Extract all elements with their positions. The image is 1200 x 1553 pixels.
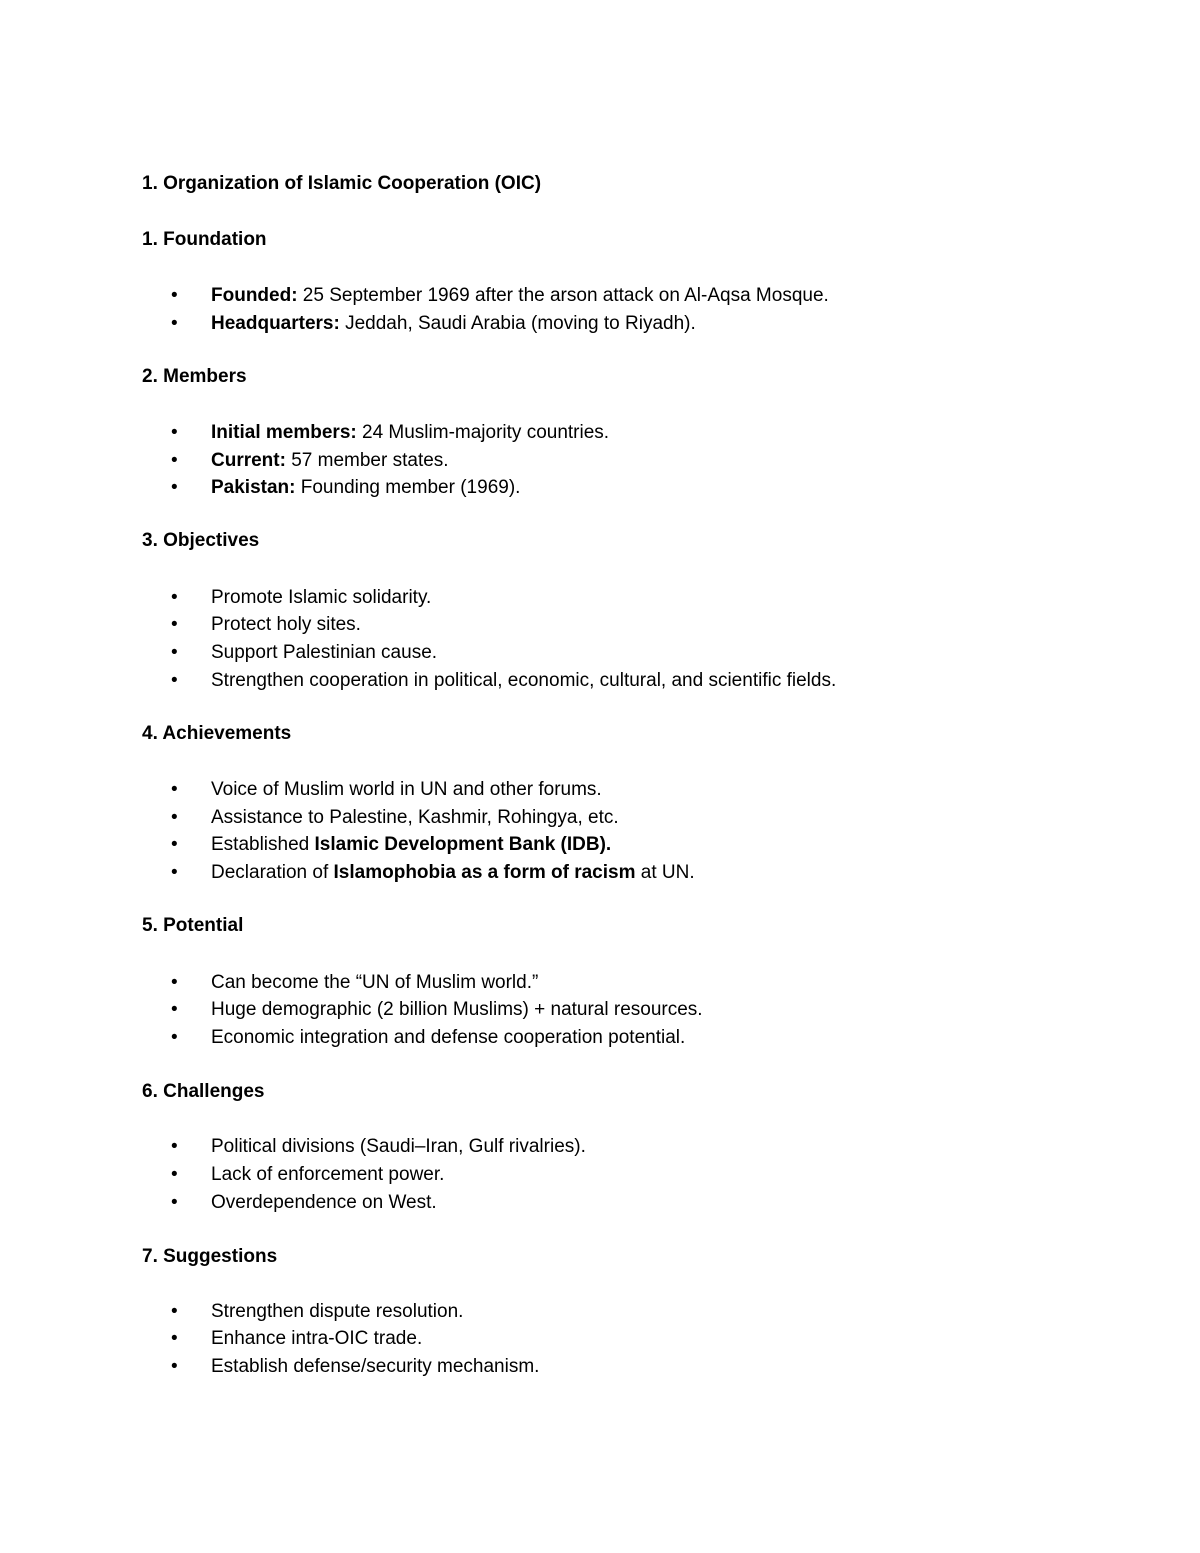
document-title: 1. Organization of Islamic Cooperation (OIC) — [142, 173, 542, 194]
list-item: Huge demographic (2 billion Muslims) + natural resources. — [211, 999, 703, 1020]
item-text: Jeddah, Saudi Arabia (moving to Riyadh). — [339, 313, 696, 334]
bullet-icon: • — [171, 450, 178, 471]
list-item: Promote Islamic solidarity. — [211, 587, 432, 608]
item-emphasis: Islamophobia as a form of racism — [333, 862, 636, 883]
bullet-icon: • — [171, 999, 178, 1020]
section-heading-challenges: 6. Challenges — [142, 1081, 265, 1102]
bullet-icon: • — [171, 1192, 178, 1213]
item-text: 24 Muslim-majority countries. — [356, 422, 610, 443]
bullet-icon: • — [171, 807, 178, 828]
list-item: Enhance intra-OIC trade. — [211, 1328, 423, 1349]
list-item — [211, 861, 695, 885]
item-text: 25 September 1969 after the arson attack on Al-Aqsa Mosque. — [297, 285, 829, 306]
item-label: Pakistan: — [211, 477, 296, 498]
bullet-icon: • — [171, 1136, 178, 1157]
list-item: Economic integration and defense cooperation potential. — [211, 1027, 686, 1048]
bullet-icon: • — [171, 1164, 178, 1185]
list-item — [211, 421, 609, 445]
list-item — [211, 449, 449, 473]
bullet-icon: • — [171, 972, 178, 993]
list-item — [211, 284, 829, 308]
section-heading-foundation: 1. Foundation — [142, 229, 267, 250]
list-item: Political divisions (Saudi–Iran, Gulf rivalries). — [211, 1136, 586, 1157]
section-heading-potential: 5. Potential — [142, 915, 244, 936]
list-item — [211, 833, 611, 857]
bullet-icon: • — [171, 1027, 178, 1048]
list-item: Overdependence on West. — [211, 1192, 437, 1213]
list-item: Support Palestinian cause. — [211, 642, 438, 663]
bullet-icon: • — [171, 477, 178, 498]
item-label: Founded: — [211, 285, 298, 306]
list-item — [211, 476, 520, 500]
item-text: 57 member states. — [285, 450, 449, 471]
bullet-icon: • — [171, 862, 178, 883]
item-label: Headquarters: — [211, 313, 340, 334]
section-heading-members: 2. Members — [142, 366, 247, 387]
list-item: Establish defense/security mechanism. — [211, 1356, 540, 1377]
list-item: Can become the “UN of Muslim world.” — [211, 972, 539, 993]
list-item: Strengthen cooperation in political, economic, cultural, and scientific fields. — [211, 670, 837, 691]
item-text: Founding member (1969). — [295, 477, 521, 498]
list-item: Voice of Muslim world in UN and other forums. — [211, 779, 602, 800]
bullet-icon: • — [171, 642, 178, 663]
section-heading-achievements: 4. Achievements — [142, 723, 292, 744]
bullet-icon: • — [171, 614, 178, 635]
item-text: Established — [211, 834, 315, 855]
section-heading-objectives: 3. Objectives — [142, 530, 260, 551]
bullet-icon: • — [171, 779, 178, 800]
list-item: Protect holy sites. — [211, 614, 361, 635]
bullet-icon: • — [171, 670, 178, 691]
bullet-icon: • — [171, 587, 178, 608]
bullet-icon: • — [171, 834, 178, 855]
list-item: Strengthen dispute resolution. — [211, 1301, 464, 1322]
section-heading-suggestions: 7. Suggestions — [142, 1246, 278, 1267]
bullet-icon: • — [171, 1301, 178, 1322]
bullet-icon: • — [171, 313, 178, 334]
item-label: Initial members: — [211, 422, 357, 443]
list-item: Lack of enforcement power. — [211, 1164, 445, 1185]
item-text: at UN. — [635, 862, 695, 883]
bullet-icon: • — [171, 285, 178, 306]
bullet-icon: • — [171, 1328, 178, 1349]
item-label: Current: — [211, 450, 286, 471]
list-item: Assistance to Palestine, Kashmir, Rohingya, etc. — [211, 807, 619, 828]
item-text: Declaration of — [211, 862, 334, 883]
bullet-icon: • — [171, 1356, 178, 1377]
list-item — [211, 312, 696, 336]
bullet-icon: • — [171, 422, 178, 443]
item-emphasis: Islamic Development Bank (IDB). — [314, 834, 612, 855]
